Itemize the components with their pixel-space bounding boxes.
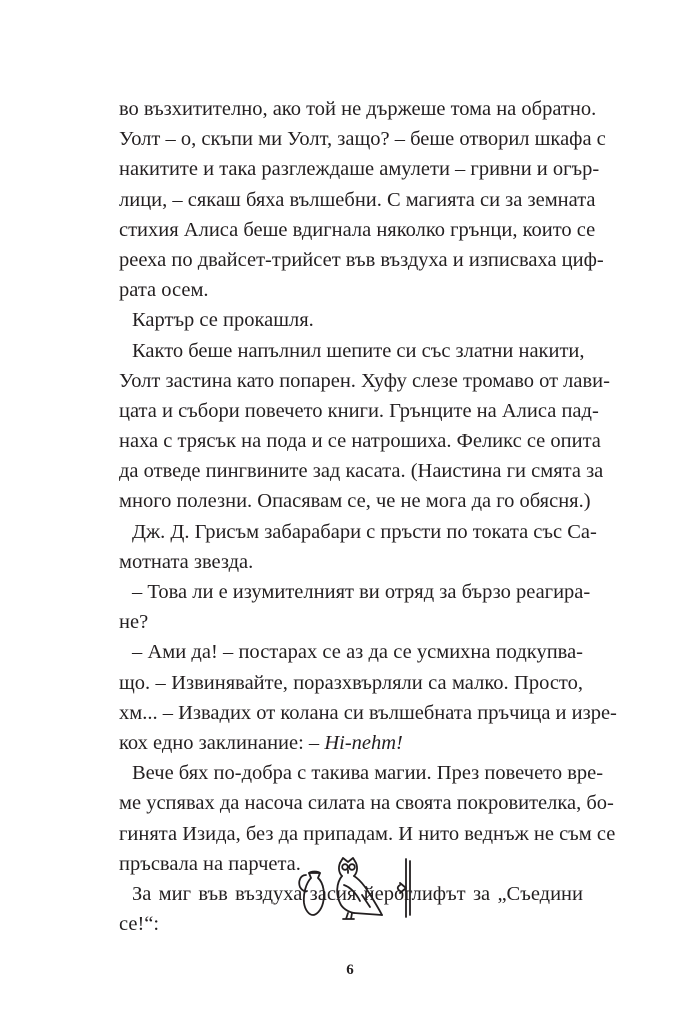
hieroglyph-group — [296, 855, 420, 921]
text-line-10: Уолт застина като попарен. Хуфу слезе тромаво от лави- — [119, 369, 610, 392]
text-line-15: Дж. Д. Грисъм забарабари с пръсти по токата със Са- — [132, 520, 597, 543]
reed-hieroglyph-icon — [398, 859, 410, 917]
text-line-23: Вече бях по-добра с такива магии. През повечето вре- — [132, 762, 604, 785]
text-line-17: – Това ли е изумителният ви отряд за бързо реагира- — [132, 581, 591, 603]
page-text — [119, 94, 617, 939]
text-line-20: що. – Извинявайте, поразхвърляли са малко. Просто, — [119, 671, 583, 694]
text-line-13: да отведе пингвините зад касата. (Наистина ги смята за — [119, 460, 604, 483]
text-line-2: Уолт – о, скъпи ми Уолт, защо? – беше отворил шкафа с — [119, 128, 606, 151]
page-number: 6 — [346, 962, 354, 978]
text-line-18: не? — [119, 611, 149, 634]
text-line-14: много полезни. Опасявам се, че не мога да го обясня.) — [119, 490, 591, 513]
text-line-5: стихия Алиса беше вдигнала няколко грънци, които се — [119, 218, 596, 241]
text-line-27: За миг във въздуха засия йероглифът за „Съедини — [132, 882, 583, 905]
text-line-22-lead: кох едно заклинание: – — [119, 731, 320, 754]
text-line-26: пръсвала на парчета. — [119, 852, 301, 875]
text-line-22 — [119, 728, 583, 758]
text-line-9: Както беше напълнил шепите си със златни накити, — [132, 339, 585, 362]
text-line-19: – Ами да! – постарах се аз да се усмихна подкупва- — [132, 641, 583, 664]
owl-hieroglyph-icon — [337, 858, 382, 919]
text-line-16: мотната звезда. — [119, 550, 254, 573]
text-line-4: лици, – сякаш бяха вълшебни. С магията си за земната — [119, 188, 596, 211]
jar-hieroglyph-icon — [299, 872, 324, 916]
text-line-28: се!“: — [119, 913, 160, 936]
text-line-7: рата осем. — [119, 279, 209, 302]
text-line-12: наха с трясък на пода и се натрошиха. Феликс се опита — [119, 430, 601, 453]
text-line-11: цата и събори повечето книги. Грънците на Алиса пад- — [119, 399, 599, 422]
text-line-6: рееха по двайсет-трийсет във въздуха и изписваха циф- — [119, 248, 604, 271]
text-line-1: во възхитително, ако той не държеше тома на обратно. — [119, 98, 597, 120]
text-line-21: хм... – Извадих от колана си вълшебната пръчица и изре- — [119, 701, 617, 724]
text-line-24: ме успявах да насоча силата на своята покровителка, бо- — [119, 792, 614, 815]
text-line-8: Картър се прокашля. — [132, 309, 314, 332]
text-line-25: гинята Изида, без да припадам. И нито веднъж не съм се — [119, 822, 616, 845]
text-line-3: накитите и така разглеждаше амулети – гривни и огър- — [119, 158, 600, 181]
spell-word: Hi-nehm! — [324, 731, 403, 754]
